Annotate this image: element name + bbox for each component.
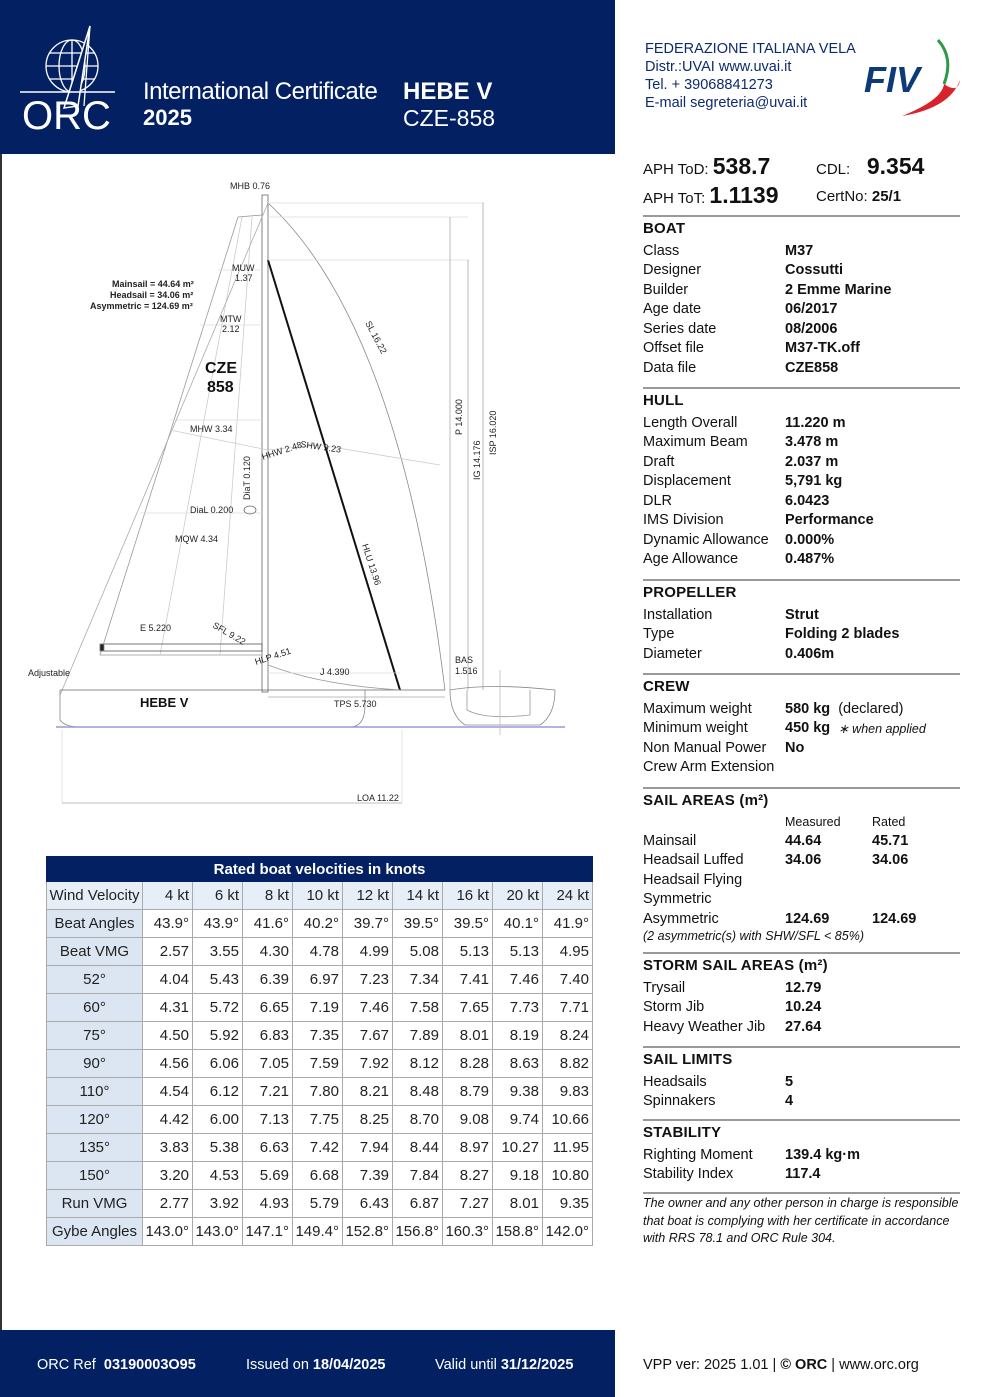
hlp-label: HLP 4.51 (253, 645, 293, 667)
svg-text:FIV: FIV (864, 59, 921, 100)
row-label: Gybe Angles (47, 1218, 143, 1246)
federation-contact (645, 40, 856, 112)
sail-area-row: Headsail Luffed 34.06 34.06 (643, 852, 909, 869)
table-row (47, 1050, 593, 1078)
velocity-cell: 7.94 (343, 1134, 393, 1162)
velocity-cell: 8.24 (543, 1022, 593, 1050)
table-row (47, 1022, 593, 1050)
sail-limit-row: Headsails 5 (643, 1073, 794, 1090)
sail-limit-row: Spinnakers 4 (643, 1093, 794, 1110)
velocity-cell: 7.80 (293, 1078, 343, 1106)
velocity-cell: 5.43 (193, 966, 243, 994)
area-headsail-label: Headsail = 34.06 m² (110, 290, 194, 300)
velocity-cell: 7.92 (343, 1050, 393, 1078)
hull-row: Age Allowance 0.487% (643, 551, 835, 568)
velocity-cell: 7.46 (343, 994, 393, 1022)
velocity-cell: 6.39 (243, 966, 293, 994)
issued-date: Issued on 18/04/2025 (246, 1357, 386, 1373)
velocity-cell: 43.9° (193, 910, 243, 938)
adjustable-label: Adjustable (28, 668, 71, 678)
velocity-cell: 7.42 (293, 1134, 343, 1162)
table-row (47, 966, 593, 994)
federation-email: E-mail segreteria@uvai.it (645, 95, 808, 111)
velocity-cell: 7.46 (493, 966, 543, 994)
velocity-cell: 7.41 (443, 966, 493, 994)
hull-row: Draft 2.037 m (643, 453, 839, 470)
row-label: 60° (47, 994, 143, 1022)
hull-row: IMS Division Performance (643, 512, 874, 529)
velocity-cell: 8.82 (543, 1050, 593, 1078)
velocity-cell: 8.12 (393, 1050, 443, 1078)
area-mainsail-label: Mainsail = 44.64 m² (112, 279, 194, 289)
velocity-cell: 2.77 (143, 1190, 193, 1218)
boat-row: Class M37 (643, 242, 814, 259)
crew-row: Non Manual Power No (643, 739, 805, 756)
velocity-cell: 7.65 (443, 994, 493, 1022)
velocity-cell: 9.83 (543, 1078, 593, 1106)
velocity-cell: 4.42 (143, 1106, 193, 1134)
section-title: STORM SAIL AREAS (m²) (643, 957, 828, 974)
row-label: 90° (47, 1050, 143, 1078)
sail-limits-section (643, 1051, 963, 1111)
bas-value: 1.516 (455, 666, 478, 676)
hull-row: Displacement 5,791 kg (643, 473, 843, 490)
sail-area-row: Mainsail 44.64 45.71 (643, 832, 909, 849)
velocity-cell: 6.63 (243, 1134, 293, 1162)
hlu-label: HLU 13.96 (360, 542, 383, 587)
section-title: HULL (643, 392, 684, 409)
boat-section (643, 220, 963, 378)
velocity-cell: 8.79 (443, 1078, 493, 1106)
velocity-cell: 7.05 (243, 1050, 293, 1078)
velocity-cell: 8.48 (393, 1078, 443, 1106)
velocity-cell: 4.99 (343, 938, 393, 966)
table-row (47, 1078, 593, 1106)
propeller-row: Installation Strut (643, 606, 819, 623)
velocity-cell: 4.54 (143, 1078, 193, 1106)
hull-boat-name: HEBE V (140, 695, 189, 710)
velocity-cell: 7.73 (493, 994, 543, 1022)
page-left-border (0, 0, 2, 1397)
aph-tod: APH ToD: 538.7 (643, 153, 771, 179)
diat-label: DiaT 0.120 (242, 456, 252, 500)
velocity-cell: 7.58 (393, 994, 443, 1022)
federation-name: FEDERAZIONE ITALIANA VELA (645, 41, 856, 57)
velocity-cell: 7.23 (343, 966, 393, 994)
velocity-cell: 6.83 (243, 1022, 293, 1050)
crew-row: Crew Arm Extension (643, 759, 775, 776)
section-title: STABILITY (643, 1124, 722, 1141)
velocity-cell: 4.93 (243, 1190, 293, 1218)
velocity-cell: 5.08 (393, 938, 443, 966)
section-title: SAIL LIMITS (643, 1051, 733, 1068)
e-label: E 5.220 (140, 623, 172, 633)
sail-areas-header: Measured Rated (785, 815, 906, 829)
velocity-cell: 8.19 (493, 1022, 543, 1050)
area-asymmetric-label: Asymmetric = 124.69 m² (90, 301, 193, 311)
velocity-cell: 6.68 (293, 1162, 343, 1190)
hull-row: Dynamic Allowance 0.000% (643, 531, 835, 548)
velocity-cell: 6.12 (193, 1078, 243, 1106)
hull-row: Length Overall 11.220 m (643, 414, 846, 431)
vpp-version: VPP ver: 2025 1.01 | © ORC | www.orc.org (643, 1357, 919, 1373)
sail-area-row: Symmetric (643, 891, 712, 908)
aph-tot-value: 1.1139 (709, 182, 779, 208)
propeller-row: Type Folding 2 blades (643, 626, 900, 643)
velocity-cell: 3.92 (193, 1190, 243, 1218)
velocity-cell: 39.5° (443, 910, 493, 938)
table-caption: Rated boat velocities in knots (47, 857, 593, 882)
row-label: 135° (47, 1134, 143, 1162)
velocity-cell: 40.1° (493, 910, 543, 938)
table-row (47, 994, 593, 1022)
muw-value: 1.37 (235, 273, 253, 283)
hull-row: Maximum Beam 3.478 m (643, 434, 839, 451)
sfl-label: SFL 9.22 (211, 620, 248, 647)
shw-label: SHW 9.23 (299, 439, 342, 455)
rated-velocities-table (46, 856, 593, 1246)
storm-sail-areas-section (643, 957, 963, 1037)
velocity-cell: 8.44 (393, 1134, 443, 1162)
velocity-cell: 5.92 (193, 1022, 243, 1050)
propeller-row: Diameter 0.406m (643, 645, 835, 662)
velocity-cell: 4.56 (143, 1050, 193, 1078)
velocity-cell: 8.25 (343, 1106, 393, 1134)
velocity-cell: 7.27 (443, 1190, 493, 1218)
velocity-cell: 40.2° (293, 910, 343, 938)
velocity-cell: 143.0° (193, 1218, 243, 1246)
stability-row: Stability Index 117.4 (643, 1166, 821, 1183)
stability-row: Righting Moment 139.4 kg·m (643, 1146, 860, 1163)
velocity-cell: 142.0° (543, 1218, 593, 1246)
velocity-cell: 4.50 (143, 1022, 193, 1050)
sail-id-country: CZE (205, 360, 237, 377)
boat-row: Series date 08/2006 (643, 320, 838, 337)
section-title: BOAT (643, 220, 686, 237)
row-label: Beat VMG (47, 938, 143, 966)
table-row (47, 910, 593, 938)
velocity-cell: 39.5° (393, 910, 443, 938)
tps-label: TPS 5.730 (334, 699, 377, 709)
velocity-cell: 7.40 (543, 966, 593, 994)
disclaimer-text: The owner and any other person in charge is responsible that boat is complying with her certificate in accordance with RRS 78.1 and ORC Rule 304. (643, 1196, 959, 1245)
velocity-cell: 5.72 (193, 994, 243, 1022)
cert-no-value: 25/1 (871, 188, 902, 205)
mhb-label: MHB 0.76 (230, 181, 271, 191)
section-title: PROPELLER (643, 584, 737, 601)
crew-row: Minimum weight 450 kg ∗ when applied (643, 720, 926, 737)
muw-label: MUW (232, 263, 255, 273)
divider (643, 787, 960, 789)
sail-id-number: 858 (207, 379, 234, 396)
velocity-cell: 3.55 (193, 938, 243, 966)
table-row (47, 938, 593, 966)
velocity-cell: 7.34 (393, 966, 443, 994)
velocity-cell: 9.74 (493, 1106, 543, 1134)
table-header-row: Wind Velocity 4 kt 6 kt 8 kt 10 kt 12 kt 14 kt 16 kt 20 kt 24 kt (47, 882, 593, 910)
sail-areas-section (643, 792, 963, 943)
velocity-cell: 11.95 (543, 1134, 593, 1162)
fiv-logo-icon (862, 36, 962, 116)
velocity-cell: 147.1° (243, 1218, 293, 1246)
crew-row: Maximum weight 580 kg (declared) (643, 700, 904, 717)
velocity-cell: 6.00 (193, 1106, 243, 1134)
table-body (47, 910, 593, 1246)
p-label: P 14.000 (454, 399, 464, 435)
storm-sail-row: Heavy Weather Jib 27.64 (643, 1018, 822, 1035)
velocity-cell: 8.21 (343, 1078, 393, 1106)
velocity-cell: 6.87 (393, 1190, 443, 1218)
boat-row: Offset file M37-TK.off (643, 340, 860, 357)
divider (643, 1192, 960, 1194)
divider (643, 579, 960, 581)
hull-row: DLR 6.0423 (643, 492, 830, 509)
storm-sail-row: Storm Jib 10.24 (643, 999, 822, 1016)
propeller-section (643, 584, 963, 664)
bas-label: BAS (455, 655, 474, 665)
asymmetric-note: (2 asymmetric(s) with SHW/SFL < 85%) (643, 928, 864, 943)
boat-name: HEBE V (403, 78, 493, 105)
certificate-title: International Certificate (143, 78, 378, 105)
velocity-cell: 4.31 (143, 994, 193, 1022)
velocity-cell: 5.38 (193, 1134, 243, 1162)
velocity-cell: 9.38 (493, 1078, 543, 1106)
certificate-year: 2025 (143, 105, 192, 130)
velocity-cell: 8.63 (493, 1050, 543, 1078)
velocity-cell: 7.35 (293, 1022, 343, 1050)
federation-phone: Tel. + 39068841273 (645, 77, 773, 93)
orc-logo-text: ORC (22, 94, 111, 138)
federation-distributor: Distr.:UVAI www.uvai.it (645, 59, 792, 75)
mtw-label: MTW (220, 314, 242, 324)
section-title: SAIL AREAS (m²) (643, 792, 769, 809)
mtw-value: 2.12 (222, 324, 240, 334)
velocity-cell: 41.9° (543, 910, 593, 938)
velocity-cell: 39.7° (343, 910, 393, 938)
orc-ref: ORC Ref 03190003O95 (37, 1357, 196, 1373)
velocity-cell: 3.20 (143, 1162, 193, 1190)
velocity-cell: 7.13 (243, 1106, 293, 1134)
velocity-cell: 8.70 (393, 1106, 443, 1134)
velocity-cell: 7.84 (393, 1162, 443, 1190)
table-row (47, 1190, 593, 1218)
velocity-cell: 160.3° (443, 1218, 493, 1246)
boat-row: Designer Cossutti (643, 262, 843, 279)
divider (643, 952, 960, 954)
velocity-cell: 7.75 (293, 1106, 343, 1134)
velocity-cell: 3.83 (143, 1134, 193, 1162)
velocity-cell: 8.01 (443, 1022, 493, 1050)
velocity-cell: 6.06 (193, 1050, 243, 1078)
velocity-cell: 7.89 (393, 1022, 443, 1050)
velocity-cell: 7.39 (343, 1162, 393, 1190)
cdl: CDL: 9.354 (816, 153, 925, 179)
row-label: 52° (47, 966, 143, 994)
velocity-cell: 41.6° (243, 910, 293, 938)
crew-section (643, 678, 963, 777)
velocity-cell: 149.4° (293, 1218, 343, 1246)
velocity-cell: 8.97 (443, 1134, 493, 1162)
cert-no: CertNo: 25/1 (816, 188, 902, 205)
velocity-cell: 4.53 (193, 1162, 243, 1190)
velocity-cell: 10.66 (543, 1106, 593, 1134)
valid-until-date: Valid until 31/12/2025 (435, 1357, 574, 1373)
divider (643, 673, 960, 675)
velocity-cell: 4.30 (243, 938, 293, 966)
row-label: 75° (47, 1022, 143, 1050)
row-label: Run VMG (47, 1190, 143, 1218)
velocity-cell: 10.27 (493, 1134, 543, 1162)
velocity-cell: 6.43 (343, 1190, 393, 1218)
table-row (47, 1218, 593, 1246)
velocity-cell: 152.8° (343, 1218, 393, 1246)
velocity-cell: 9.35 (543, 1190, 593, 1218)
velocity-cell: 7.59 (293, 1050, 343, 1078)
sl-label: SL 16.22 (363, 319, 389, 356)
velocity-cell: 10.80 (543, 1162, 593, 1190)
divider (643, 215, 960, 217)
row-label: Beat Angles (47, 910, 143, 938)
velocity-cell: 7.21 (243, 1078, 293, 1106)
velocity-cell: 158.8° (493, 1218, 543, 1246)
table-row (47, 1106, 593, 1134)
mhw-label: MHW 3.34 (190, 424, 233, 434)
velocity-cell: 9.18 (493, 1162, 543, 1190)
sail-plan-drawing (20, 175, 610, 815)
velocity-cell: 5.13 (493, 938, 543, 966)
hhw-label: HHW 2.48 (260, 439, 304, 462)
divider (643, 387, 960, 389)
aph-tot: APH ToT: 1.1139 (643, 182, 779, 208)
certificate-footer (0, 1330, 615, 1397)
aph-tod-value: 538.7 (712, 153, 771, 179)
velocity-cell: 4.04 (143, 966, 193, 994)
divider (643, 1119, 960, 1121)
boat-row: Data file CZE858 (643, 359, 839, 376)
row-label: 150° (47, 1162, 143, 1190)
velocity-cell: 8.28 (443, 1050, 493, 1078)
velocity-cell: 4.78 (293, 938, 343, 966)
row-label: 110° (47, 1078, 143, 1106)
sail-area-row: Asymmetric 124.69 124.69 (643, 910, 917, 927)
table-row (47, 1162, 593, 1190)
dial-label: DiaL 0.200 (190, 505, 234, 515)
velocity-cell: 8.01 (493, 1190, 543, 1218)
velocity-cell: 6.97 (293, 966, 343, 994)
j-label: J 4.390 (320, 667, 350, 677)
velocity-cell: 143.0° (143, 1218, 193, 1246)
velocity-cell: 5.79 (293, 1190, 343, 1218)
hull-section (643, 392, 963, 569)
velocity-cell: 7.67 (343, 1022, 393, 1050)
sail-number: CZE-858 (403, 105, 496, 131)
velocity-cell: 5.13 (443, 938, 493, 966)
table-row (47, 1134, 593, 1162)
boat-row: Builder 2 Emme Marine (643, 281, 892, 298)
ig-label: IG 14.176 (472, 440, 482, 480)
divider (643, 1046, 960, 1048)
velocity-cell: 7.71 (543, 994, 593, 1022)
velocity-cell: 43.9° (143, 910, 193, 938)
mqw-label: MQW 4.34 (175, 534, 219, 544)
boat-row: Age date 06/2017 (643, 301, 838, 318)
sail-area-row: Headsail Flying (643, 871, 743, 888)
loa-label: LOA 11.22 (357, 793, 399, 803)
velocity-cell: 2.57 (143, 938, 193, 966)
velocity-cell: 5.69 (243, 1162, 293, 1190)
velocity-cell: 8.27 (443, 1162, 493, 1190)
velocity-cell: 7.19 (293, 994, 343, 1022)
isp-label: ISP 16.020 (488, 410, 498, 455)
section-title: CREW (643, 678, 690, 695)
certificate-header (0, 0, 615, 154)
row-label: 120° (47, 1106, 143, 1134)
velocity-cell: 9.08 (443, 1106, 493, 1134)
cdl-value: 9.354 (866, 153, 925, 179)
velocity-cell: 156.8° (393, 1218, 443, 1246)
stability-section (643, 1124, 963, 1184)
velocity-cell: 6.65 (243, 994, 293, 1022)
velocity-cell: 4.95 (543, 938, 593, 966)
storm-sail-row: Trysail 12.79 (643, 979, 822, 996)
